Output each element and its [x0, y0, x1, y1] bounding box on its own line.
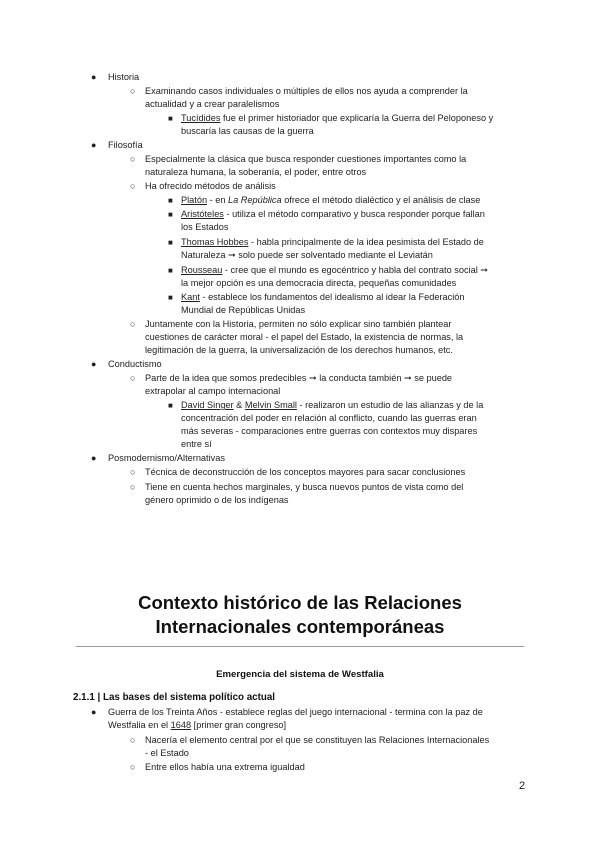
circle-bullet-icon: ○	[130, 482, 136, 492]
list-text: la mejor opción es una democracia directa, pequeñas comunidades	[181, 278, 457, 288]
list-text: Aristóteles - utiliza el método comparativo y busca responder porque fallan	[181, 209, 485, 219]
divider	[76, 646, 524, 647]
link-david-singer[interactable]: David Singer	[181, 400, 234, 410]
circle-bullet-icon: ○	[130, 735, 136, 745]
link-rousseau[interactable]: Rousseau	[181, 265, 223, 275]
list-text: Tiene en cuenta hechos marginales, y busca nuevos puntos de vista como del	[145, 482, 464, 492]
link-tucidides[interactable]: Tucídides	[181, 113, 221, 123]
list-text: Platón - en La República ofrece el método dialéctico y el análisis de clase	[181, 195, 481, 205]
square-bullet-icon: ■	[168, 210, 173, 219]
list-text: legitimación de la guerra, la universalización de los derechos humanos, etc.	[145, 345, 453, 355]
list-text: David Singer & Melvin Small - realizaron un estudio de las alianzas y de la	[181, 400, 484, 410]
list-text: buscaría las causas de la guerra	[181, 126, 314, 136]
list-text: Entre ellos había una extrema igualdad	[145, 762, 305, 772]
list-text: Mundial de Repúblicas Unidas	[181, 305, 306, 315]
section-subtitle: Emergencia del sistema de Westfalia	[216, 669, 384, 680]
list-text: más severas - comparaciones entre guerras con contextos muy dispares	[181, 426, 478, 436]
list-text: cuestiones de carácter moral - el papel del Estado, la existencia de normas, la	[145, 332, 464, 342]
list-text: Técnica de deconstrucción de los conceptos mayores para sacar conclusiones	[145, 467, 466, 477]
section-heading: 2.1.1 | Las bases del sistema político actual	[73, 692, 276, 703]
list-text: Naturaleza ➞ solo puede ser solventado mediante el Leviatán	[181, 250, 433, 260]
list-text: extrapolar al campo internacional	[145, 386, 281, 396]
chapter-title-line-1: Contexto histórico de las Relaciones	[138, 592, 462, 613]
list-text: - el Estado	[145, 748, 189, 758]
bullet-icon: ●	[91, 453, 97, 463]
bullet-icon: ●	[91, 359, 97, 369]
list-item-conductismo: Conductismo	[108, 359, 162, 369]
list-text: actualidad y a crear paralelismos	[145, 99, 280, 109]
list-text: Nacería el elemento central por el que se constituyen las Relaciones Internacionales	[145, 735, 490, 745]
list-text: Westfalia en el 1648 [primer gran congreso]	[108, 720, 287, 730]
list-text: Guerra de los Treinta Años - establece reglas del juego internacional - termina con la paz de	[108, 707, 483, 717]
list-text: Kant - establece los fundamentos del idealismo al idear la Federación	[181, 292, 465, 302]
list-text: Examinando casos individuales o múltiples de ellos nos ayuda a comprender la	[145, 86, 468, 96]
list-text: Parte de la idea que somos predecibles ➞ la conducta también ➞ se puede	[145, 373, 453, 383]
circle-bullet-icon: ○	[130, 319, 136, 329]
list-text: naturaleza humana, la soberanía, el poder, entre otros	[145, 167, 367, 177]
list-text: Thomas Hobbes - habla principalmente de la idea pesimista del Estado de	[181, 237, 484, 247]
link-melvin-small[interactable]: Melvin Small	[244, 400, 297, 410]
link-aristoteles[interactable]: Aristóteles	[181, 209, 224, 219]
link-1648[interactable]: 1648	[170, 720, 192, 730]
square-bullet-icon: ■	[168, 401, 173, 410]
list-text: Especialmente la clásica que busca responder cuestiones importantes como la	[145, 154, 467, 164]
bullet-icon: ●	[91, 707, 97, 717]
list-text: concentración del poder en relación al conflicto, cuando las guerras eran	[181, 413, 477, 423]
circle-bullet-icon: ○	[130, 762, 136, 772]
link-thomas-hobbes[interactable]: Thomas Hobbes	[181, 237, 249, 247]
list-item-filosofia: Filosofía	[108, 140, 143, 150]
circle-bullet-icon: ○	[130, 86, 136, 96]
bullet-icon: ●	[91, 140, 97, 150]
square-bullet-icon: ■	[168, 196, 173, 205]
circle-bullet-icon: ○	[130, 373, 136, 383]
list-text: género oprimido o de los indígenas	[145, 495, 289, 505]
square-bullet-icon: ■	[168, 293, 173, 302]
link-kant[interactable]: Kant	[181, 292, 200, 302]
list-item-posmodernismo: Posmodernismo/Alternativas	[108, 453, 225, 463]
bullet-icon: ●	[91, 72, 97, 82]
list-text: Ha ofrecido métodos de análisis	[145, 181, 276, 191]
circle-bullet-icon: ○	[130, 181, 136, 191]
list-text: Tucídides fue el primer historiador que explicaría la Guerra del Peloponeso y	[181, 113, 494, 123]
list-text: Juntamente con la Historia, permiten no sólo explicar sino también plantear	[145, 319, 452, 329]
list-text: Rousseau - cree que el mundo es egocéntrico y habla del contrato social ➞	[181, 265, 488, 275]
circle-bullet-icon: ○	[130, 154, 136, 164]
list-text: entre sí	[181, 439, 212, 449]
chapter-title-line-2: Internacionales contemporáneas	[155, 616, 445, 637]
list-text: los Estados	[181, 222, 229, 232]
square-bullet-icon: ■	[168, 266, 173, 275]
square-bullet-icon: ■	[168, 238, 173, 247]
circle-bullet-icon: ○	[130, 467, 136, 477]
list-item-historia: Historia	[108, 72, 140, 82]
page-number: 2	[519, 780, 526, 792]
square-bullet-icon: ■	[168, 114, 173, 123]
link-platon[interactable]: Platón	[181, 195, 208, 205]
